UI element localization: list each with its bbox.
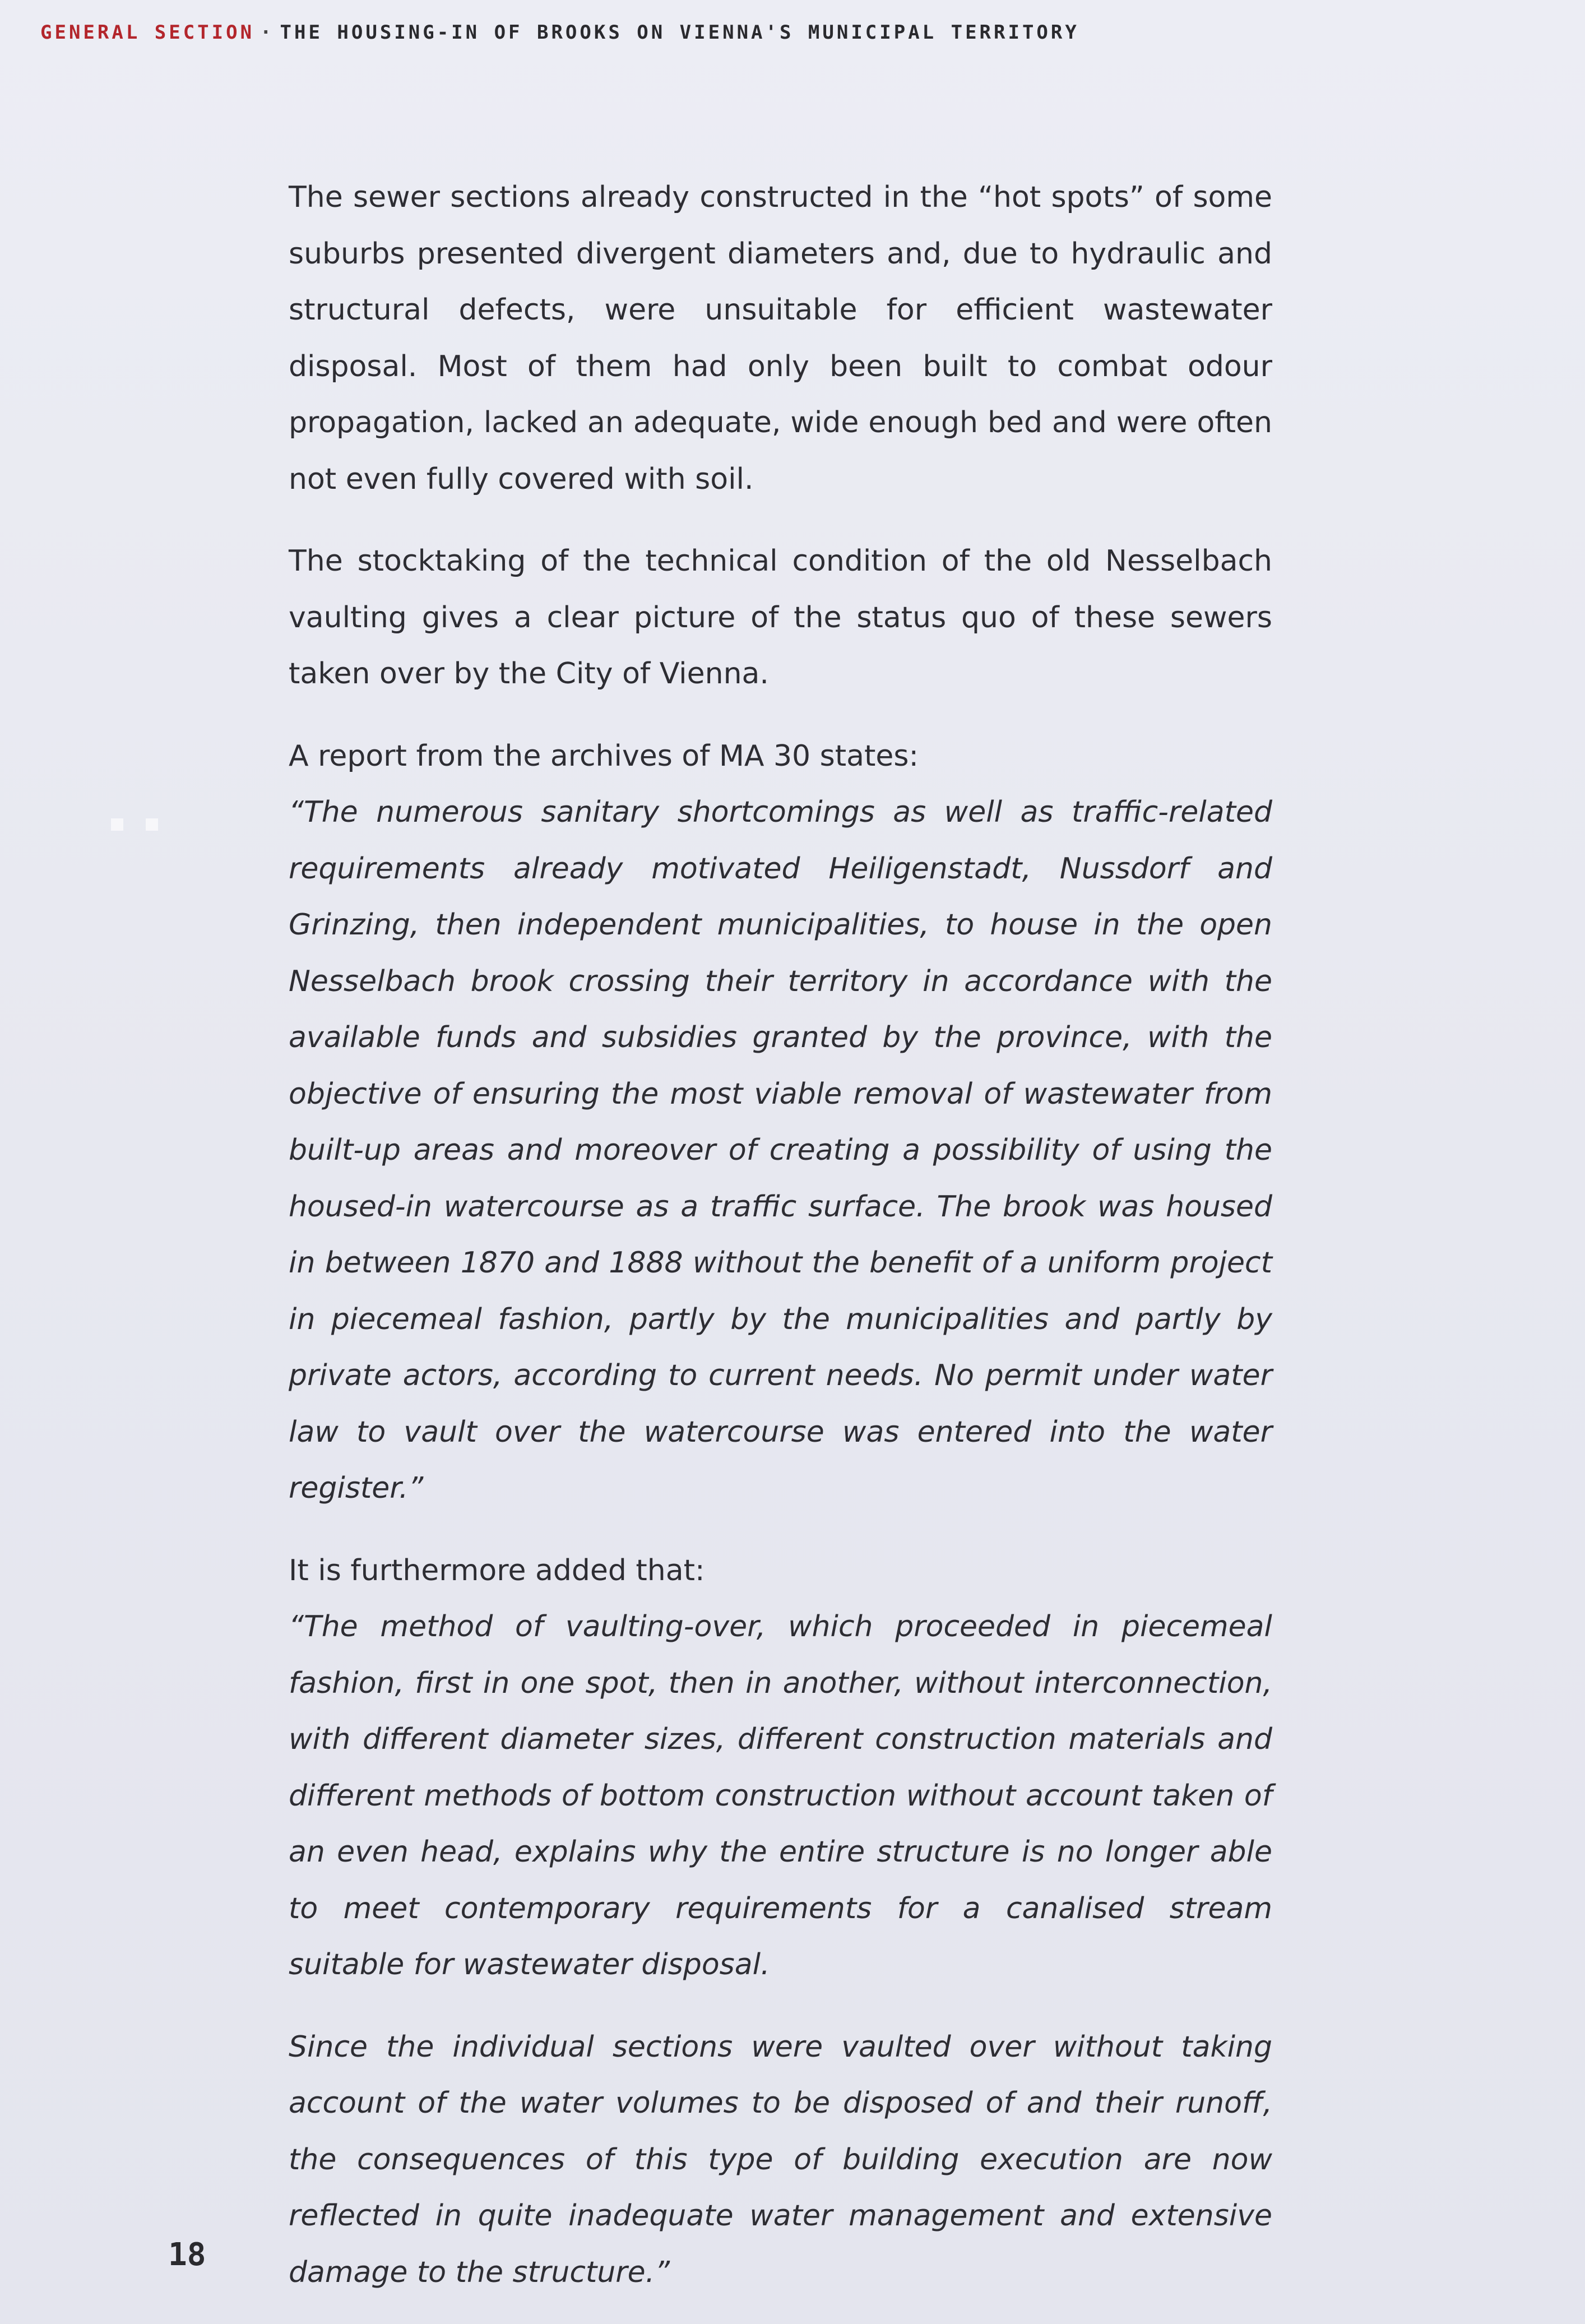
decorative-square bbox=[146, 818, 158, 831]
running-header bbox=[40, 21, 1079, 44]
main-text bbox=[289, 169, 1272, 2300]
header-separator: · bbox=[260, 21, 275, 44]
paragraph-sewer-sections: The sewer sections already constructed in the “hot spots” of some suburbs presented divergent diameters and, due to hydraulic and structural defects, were unsuitable for efficient wastewater disposal. Most of them had only been built to combat odour propagation, lacked an adequate, wide enough bed and were often not even fully covered with soil. bbox=[289, 180, 1272, 496]
quote-individual-sections: Since the individual sections were vaulted over without taking account of the water volumes to be disposed of and their runoff, the consequences of this type of building execution are now reflected in quite inadequate water management and extensive damage to the structure.” bbox=[289, 2030, 1272, 2289]
quote-vaulting-method: “The method of vaulting-over, which proceeded in piecemeal fashion, first in one spot, then in another, without interconnection, with different diameter sizes, different construction materials and different methods of bottom construction without account taken of an even head, explains why the entire structure is no longer able to meet contemporary requirements for a canalised stream suitable for wastewater disposal. bbox=[289, 1610, 1272, 1982]
paragraph-report-intro: A report from the archives of MA 30 states: bbox=[289, 739, 919, 773]
paragraph-stocktaking: The stocktaking of the technical condition of the old Nesselbach vaulting gives a clear picture of the status quo of these sewers taken over by the City of Vienna. bbox=[289, 544, 1272, 691]
quote-sanitary-shortcomings: “The numerous sanitary shortcomings as well as traffic-related requirements already motivated Heiligenstadt, Nussdorf and Grinzing, then independent municipalities, to house in the open Nesselbach brook crossing their territory in accordance with the available funds and subsidies granted by the province, with the objective of ensuring the most viable removal of wastewater from built-up areas and moreover of creating a possibility of using the housed-in watercourse as a traffic surface. The brook was housed in between 1870 and 1888 without the benefit of a uniform project in piecemeal fashion, partly by the municipalities and partly by private actors, according to current needs. No permit under water law to vault over the watercourse was entered into the water register.” bbox=[289, 795, 1272, 1505]
paragraph-furthermore: It is furthermore added that: bbox=[289, 1553, 705, 1587]
header-title: THE HOUSING-IN OF BROOKS ON VIENNA'S MUNICIPAL TERRITORY bbox=[280, 21, 1079, 44]
decorative-marks bbox=[111, 818, 180, 833]
page-number: 18 bbox=[168, 2237, 206, 2273]
paragraph-gap bbox=[289, 1517, 1272, 1543]
decorative-square bbox=[111, 818, 123, 831]
paragraph-gap bbox=[289, 507, 1272, 533]
paragraph-gap bbox=[289, 1993, 1272, 2019]
header-section-label: GENERAL SECTION bbox=[40, 21, 255, 44]
paragraph-gap bbox=[289, 702, 1272, 728]
